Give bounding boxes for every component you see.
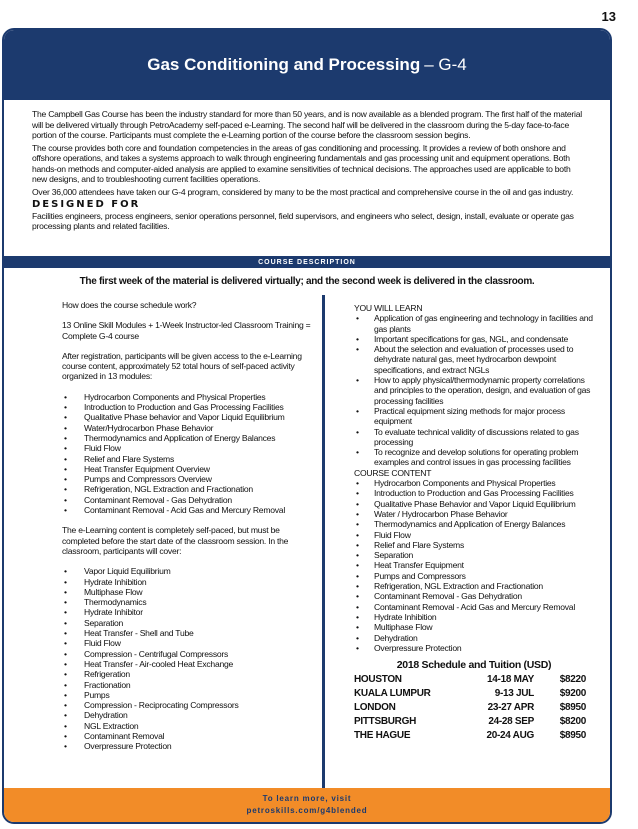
list-item: • Overpressure Protection	[354, 643, 594, 653]
list-item: • Dehydration	[62, 710, 312, 720]
list-item: • Contaminant Removal - Acid Gas and Mercury Removal	[354, 602, 594, 612]
schedule-dates: 23-27 APR	[487, 702, 534, 714]
course-description-bar: COURSE DESCRIPTION	[4, 256, 610, 268]
list-item: • Heat Transfer - Shell and Tube	[62, 628, 312, 638]
schedule-city: LONDON	[354, 702, 396, 714]
list-item: • Water/Hydrocarbon Phase Behavior	[62, 423, 312, 433]
list-item: • About the selection and evaluation of processes used to dehydrate natural gas, meet hydrocarbon dewpoint specifications, and extract NGLs	[354, 344, 594, 375]
schedule-row	[354, 687, 594, 701]
content-heading: COURSE CONTENT	[354, 467, 432, 478]
list-item: • Fluid Flow	[354, 530, 594, 540]
list-item: • Qualitative Phase behavior and Vapor Liquid Equilibrium	[62, 412, 312, 422]
list-item: • Compression - Reciprocating Compressors	[62, 700, 312, 710]
schedule-dates: 14-18 MAY	[487, 674, 534, 686]
list-item: • Qualitative Phase Behavior and Vapor Liquid Equilibrium	[354, 499, 594, 509]
list-item: • Contaminant Removal - Gas Dehydration	[62, 495, 312, 505]
list-item: • Fractionation	[62, 680, 312, 690]
schedule-question: How does the course schedule work?	[62, 300, 197, 310]
course-panel	[2, 28, 612, 824]
designed-for-text: Facilities engineers, process engineers, senior operations personnel, field supervisors, and engineers who select, design, install, evaluate or operate gas processing plants and related facilities.	[32, 210, 574, 231]
course-title: Gas Conditioning and Processing	[147, 55, 421, 74]
title-banner	[4, 30, 610, 100]
course-code: – G-4	[424, 55, 467, 74]
list-item: • Contaminant Removal - Acid Gas and Mercury Removal	[62, 505, 312, 515]
list-item: • Hydrate Inhibition	[354, 612, 594, 622]
list-item: • Introduction to Production and Gas Processing Facilities	[354, 488, 594, 498]
schedule-dates: 20-24 AUG	[486, 730, 534, 742]
content-list	[354, 478, 594, 653]
list-item: • How to apply physical/thermodynamic property correlations and principles to the operation, design, and evaluation of gas processing facilities	[354, 375, 594, 406]
list-item: • Dehydration	[354, 633, 594, 643]
schedule-dates: 9-13 JUL	[494, 688, 534, 700]
learn-heading: YOU WILL LEARN	[354, 303, 423, 313]
schedule-table	[354, 660, 594, 743]
list-item: • Refrigeration	[62, 669, 312, 679]
list-item: • Relief and Flare Systems	[62, 454, 312, 464]
schedule-dates: 24-28 SEP	[488, 716, 534, 728]
schedule-price: $8220	[559, 674, 586, 686]
intro-paragraph: The course provides both core and foundation competencies in the areas of gas conditioning and processing. It provides a review of both onshore and offshore operations, and takes a systems approach to walk through engineering fundamentals and gas processing unit and equipment operations. Both hands-on methods and computer-aided analysis are applied to examine sensitivities of technical decisions. The approaches used are applicable to both new designs, and to troubleshooting current facilities operations.	[32, 142, 571, 184]
schedule-row	[354, 701, 594, 715]
list-item: • Thermodynamics	[62, 597, 312, 607]
registration-note: After registration, participants will be given access to the e-Learning course content, approximately 52 total hours of self-paced activity organized in 13 modules:	[62, 350, 302, 382]
list-item: • Separation	[354, 550, 594, 560]
list-item: • Hydrate Inhibitor	[62, 607, 312, 617]
footer-text: To learn more, visit	[262, 794, 352, 803]
intro-paragraph: Over 36,000 attendees have taken our G-4 program, considered by many to be the most practical and comprehensive course in the oil and gas industry.	[32, 186, 574, 197]
list-item: • Pumps and Compressors	[354, 571, 594, 581]
list-item: • Practical equipment sizing methods for major process equipment	[354, 406, 594, 427]
right-column	[354, 303, 594, 743]
list-item: • Hydrocarbon Components and Physical Properties	[62, 392, 312, 402]
page-number: 13	[601, 9, 616, 24]
list-item: • To evaluate technical validity of discussions related to gas processing	[354, 427, 594, 448]
list-item: • Overpressure Protection	[62, 741, 312, 751]
list-item: • Refrigeration, NGL Extraction and Fractionation	[62, 484, 312, 494]
footer-link[interactable]: petroskills.com/g4blended	[246, 806, 368, 815]
list-item: • Relief and Flare Systems	[354, 540, 594, 550]
list-item: • Heat Transfer Equipment Overview	[62, 464, 312, 474]
list-item: • NGL Extraction	[62, 721, 312, 731]
intro-paragraph: The Campbell Gas Course has been the industry standard for more than 50 years, and is now available as a blended program. The first half of the material will be delivered virtually through PetroAcademy self-paced e-Learning. The second half will be delivered in the classroom during the 5-day face-to-face portion of the course. Participants must complete the e-Learning portion of the course before the classroom session begins.	[32, 109, 582, 140]
list-item: • To recognize and develop solutions for operating problem examples and control issues in gas processing facilities	[354, 447, 594, 468]
list-item: • Application of gas engineering and technology in facilities and gas plants	[354, 313, 594, 334]
intro-section	[32, 109, 584, 232]
schedule-row	[354, 673, 594, 687]
course-formula: 13 Online Skill Modules + 1-Week Instructor-led Classroom Training = Complete G-4 course	[62, 320, 311, 341]
list-item: • Heat Transfer - Air-cooled Heat Exchange	[62, 659, 312, 669]
schedule-price: $8950	[559, 730, 586, 742]
list-item: • Thermodynamics and Application of Energy Balances	[62, 433, 312, 443]
classroom-topic-list	[62, 566, 312, 751]
list-item: • Pumps and Compressors Overview	[62, 474, 312, 484]
schedule-city: KUALA LUMPUR	[354, 688, 431, 700]
schedule-city: HOUSTON	[354, 674, 402, 686]
list-item: • Multiphase Flow	[62, 587, 312, 597]
list-item: • Important specifications for gas, NGL, and condensate	[354, 334, 594, 344]
schedule-city: PITTSBURGH	[354, 716, 417, 728]
list-item: • Pumps	[62, 690, 312, 700]
list-item: • Compression - Centrifugal Compressors	[62, 649, 312, 659]
footer-bar	[4, 788, 610, 822]
schedule-price: $8950	[559, 702, 586, 714]
module-list	[62, 392, 312, 516]
list-item: • Water / Hydrocarbon Phase Behavior	[354, 509, 594, 519]
list-item: • Hydrocarbon Components and Physical Properties	[354, 478, 594, 488]
designed-for-heading: DESIGNED FOR	[32, 199, 141, 210]
list-item: • Contaminant Removal	[62, 731, 312, 741]
list-item: • Hydrate Inhibition	[62, 577, 312, 587]
self-paced-note: The e-Learning content is completely self-paced, but must be completed before the start date of the classroom session. In the classroom, participants will cover:	[62, 525, 289, 556]
list-item: • Fluid Flow	[62, 443, 312, 453]
list-item: • Heat Transfer Equipment	[354, 560, 594, 570]
list-item: • Vapor Liquid Equilibrium	[62, 566, 312, 576]
schedule-price: $9200	[559, 688, 586, 700]
list-item: • Separation	[62, 618, 312, 628]
schedule-price: $8200	[559, 716, 586, 728]
schedule-title: 2018 Schedule and Tuition (USD)	[396, 659, 552, 672]
schedule-city: THE HAGUE	[354, 730, 411, 742]
column-divider	[322, 295, 325, 790]
list-item: • Contaminant Removal - Gas Dehydration	[354, 591, 594, 601]
list-item: • Multiphase Flow	[354, 622, 594, 632]
list-item: • Fluid Flow	[62, 638, 312, 648]
learn-list	[354, 313, 594, 467]
list-item: • Refrigeration, NGL Extraction and Fractionation	[354, 581, 594, 591]
list-item: • Introduction to Production and Gas Processing Facilities	[62, 402, 312, 412]
list-item: • Thermodynamics and Application of Energy Balances	[354, 519, 594, 529]
week-note: The first week of the material is delivered virtually; and the second week is delivered in the classroom.	[79, 276, 535, 287]
schedule-row	[354, 729, 594, 743]
schedule-row	[354, 715, 594, 729]
left-column	[62, 300, 312, 762]
